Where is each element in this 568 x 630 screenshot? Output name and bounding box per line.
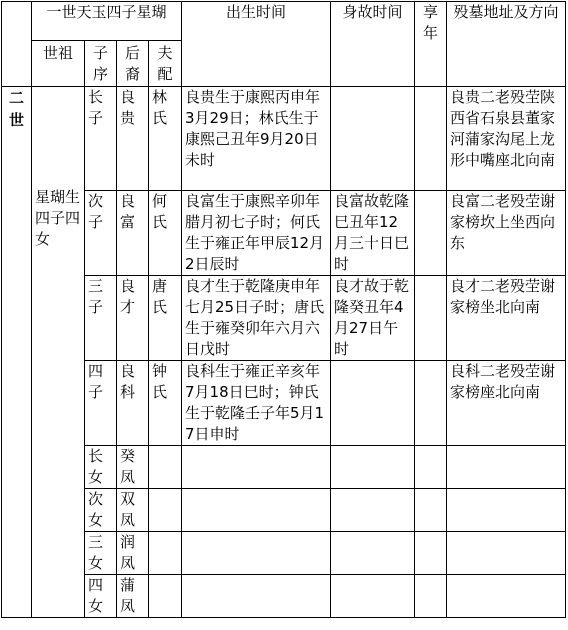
birth-cell: 良科生于雍正辛亥年7月18日巳时；钟氏生于乾隆壬子年5月17日申时	[182, 361, 331, 446]
zixu-header: 子序	[85, 41, 117, 87]
spouse-name: 何氏	[149, 191, 182, 276]
table-row	[2, 446, 566, 489]
houyi-header: 后裔	[117, 41, 149, 87]
tomb-cell: 良贵二老殁茔陕西省石泉县董家河蒲家沟尾上龙形中嘴座北向南	[447, 87, 566, 191]
child-name: 癸凤	[117, 446, 149, 489]
table-row	[2, 276, 566, 361]
child-name: 润凤	[117, 532, 149, 575]
spouse-name: 钟氏	[149, 361, 182, 446]
tomb-cell	[447, 532, 566, 575]
child-name: 蒲凤	[117, 575, 149, 618]
table-row	[2, 489, 566, 532]
child-name: 双凤	[117, 489, 149, 532]
tomb-cell	[447, 489, 566, 532]
table-row	[2, 87, 566, 191]
child-order: 四子	[85, 361, 117, 446]
age-cell	[415, 532, 447, 575]
birth-cell	[182, 489, 331, 532]
death-cell	[331, 575, 415, 618]
tomb-cell: 良才二老殁茔谢家榜坐北向南	[447, 276, 566, 361]
tomb-cell	[447, 446, 566, 489]
tomb-cell: 良科二老殁茔谢家榜座北向南	[447, 361, 566, 446]
birth-cell	[182, 575, 331, 618]
death-header: 身故时间	[331, 2, 415, 87]
death-cell: 良才故于乾隆癸丑年4月27日午时	[331, 276, 415, 361]
age-cell	[415, 489, 447, 532]
corner-cell	[2, 2, 32, 87]
birth-cell: 良贵生于康熙丙申年3月29日；林氏生于康熙己丑年9月20日未时	[182, 87, 331, 191]
tomb-cell	[447, 575, 566, 618]
age-cell	[415, 446, 447, 489]
spouse-name: 唐氏	[149, 276, 182, 361]
birth-cell: 良富生于康熙辛卯年腊月初七子时；何氏生于雍正年甲辰12月2日辰时	[182, 191, 331, 276]
table-row	[2, 532, 566, 575]
table-row	[2, 361, 566, 446]
child-name: 良贵	[117, 87, 149, 191]
child-order: 长女	[85, 446, 117, 489]
tomb-cell: 良富二老殁茔谢家榜坎上坐西向东	[447, 191, 566, 276]
age-header: 享年	[415, 2, 447, 87]
age-cell	[415, 276, 447, 361]
child-order: 次子	[85, 191, 117, 276]
generation-text: 二世	[8, 89, 24, 129]
child-order: 次女	[85, 489, 117, 532]
death-cell	[331, 87, 415, 191]
age-cell	[415, 361, 447, 446]
child-name: 良科	[117, 361, 149, 446]
child-order: 长子	[85, 87, 117, 191]
table-row	[2, 191, 566, 276]
fupei-header: 夫配	[149, 41, 182, 87]
death-cell	[331, 361, 415, 446]
group-title-header: 一世天玉四子星瑚	[32, 2, 182, 41]
birth-cell	[182, 446, 331, 489]
spouse-name	[149, 532, 182, 575]
age-cell	[415, 87, 447, 191]
death-cell	[331, 489, 415, 532]
ancestor-cell: 星瑚生四子四女	[32, 87, 85, 618]
death-cell	[331, 446, 415, 489]
shizu-header: 世祖	[32, 41, 85, 87]
genealogy-table	[1, 1, 566, 618]
tomb-header: 殁墓地址及方向	[447, 2, 566, 87]
generation-label	[2, 87, 32, 618]
header-row-1	[2, 2, 566, 41]
table-row	[2, 575, 566, 618]
birth-header: 出生时间	[182, 2, 331, 87]
death-cell: 良富故乾隆巳丑年12月三十日巳时	[331, 191, 415, 276]
child-order: 三子	[85, 276, 117, 361]
spouse-name	[149, 446, 182, 489]
death-cell	[331, 532, 415, 575]
birth-cell	[182, 532, 331, 575]
spouse-name	[149, 575, 182, 618]
age-cell	[415, 575, 447, 618]
spouse-name	[149, 489, 182, 532]
birth-cell: 良才生于乾隆庚申年七月25日子时；唐氏生于雍癸卯年六月六日戊时	[182, 276, 331, 361]
age-cell	[415, 191, 447, 276]
child-order: 三女	[85, 532, 117, 575]
child-name: 良富	[117, 191, 149, 276]
child-order: 四女	[85, 575, 117, 618]
child-name: 良才	[117, 276, 149, 361]
spouse-name: 林氏	[149, 87, 182, 191]
